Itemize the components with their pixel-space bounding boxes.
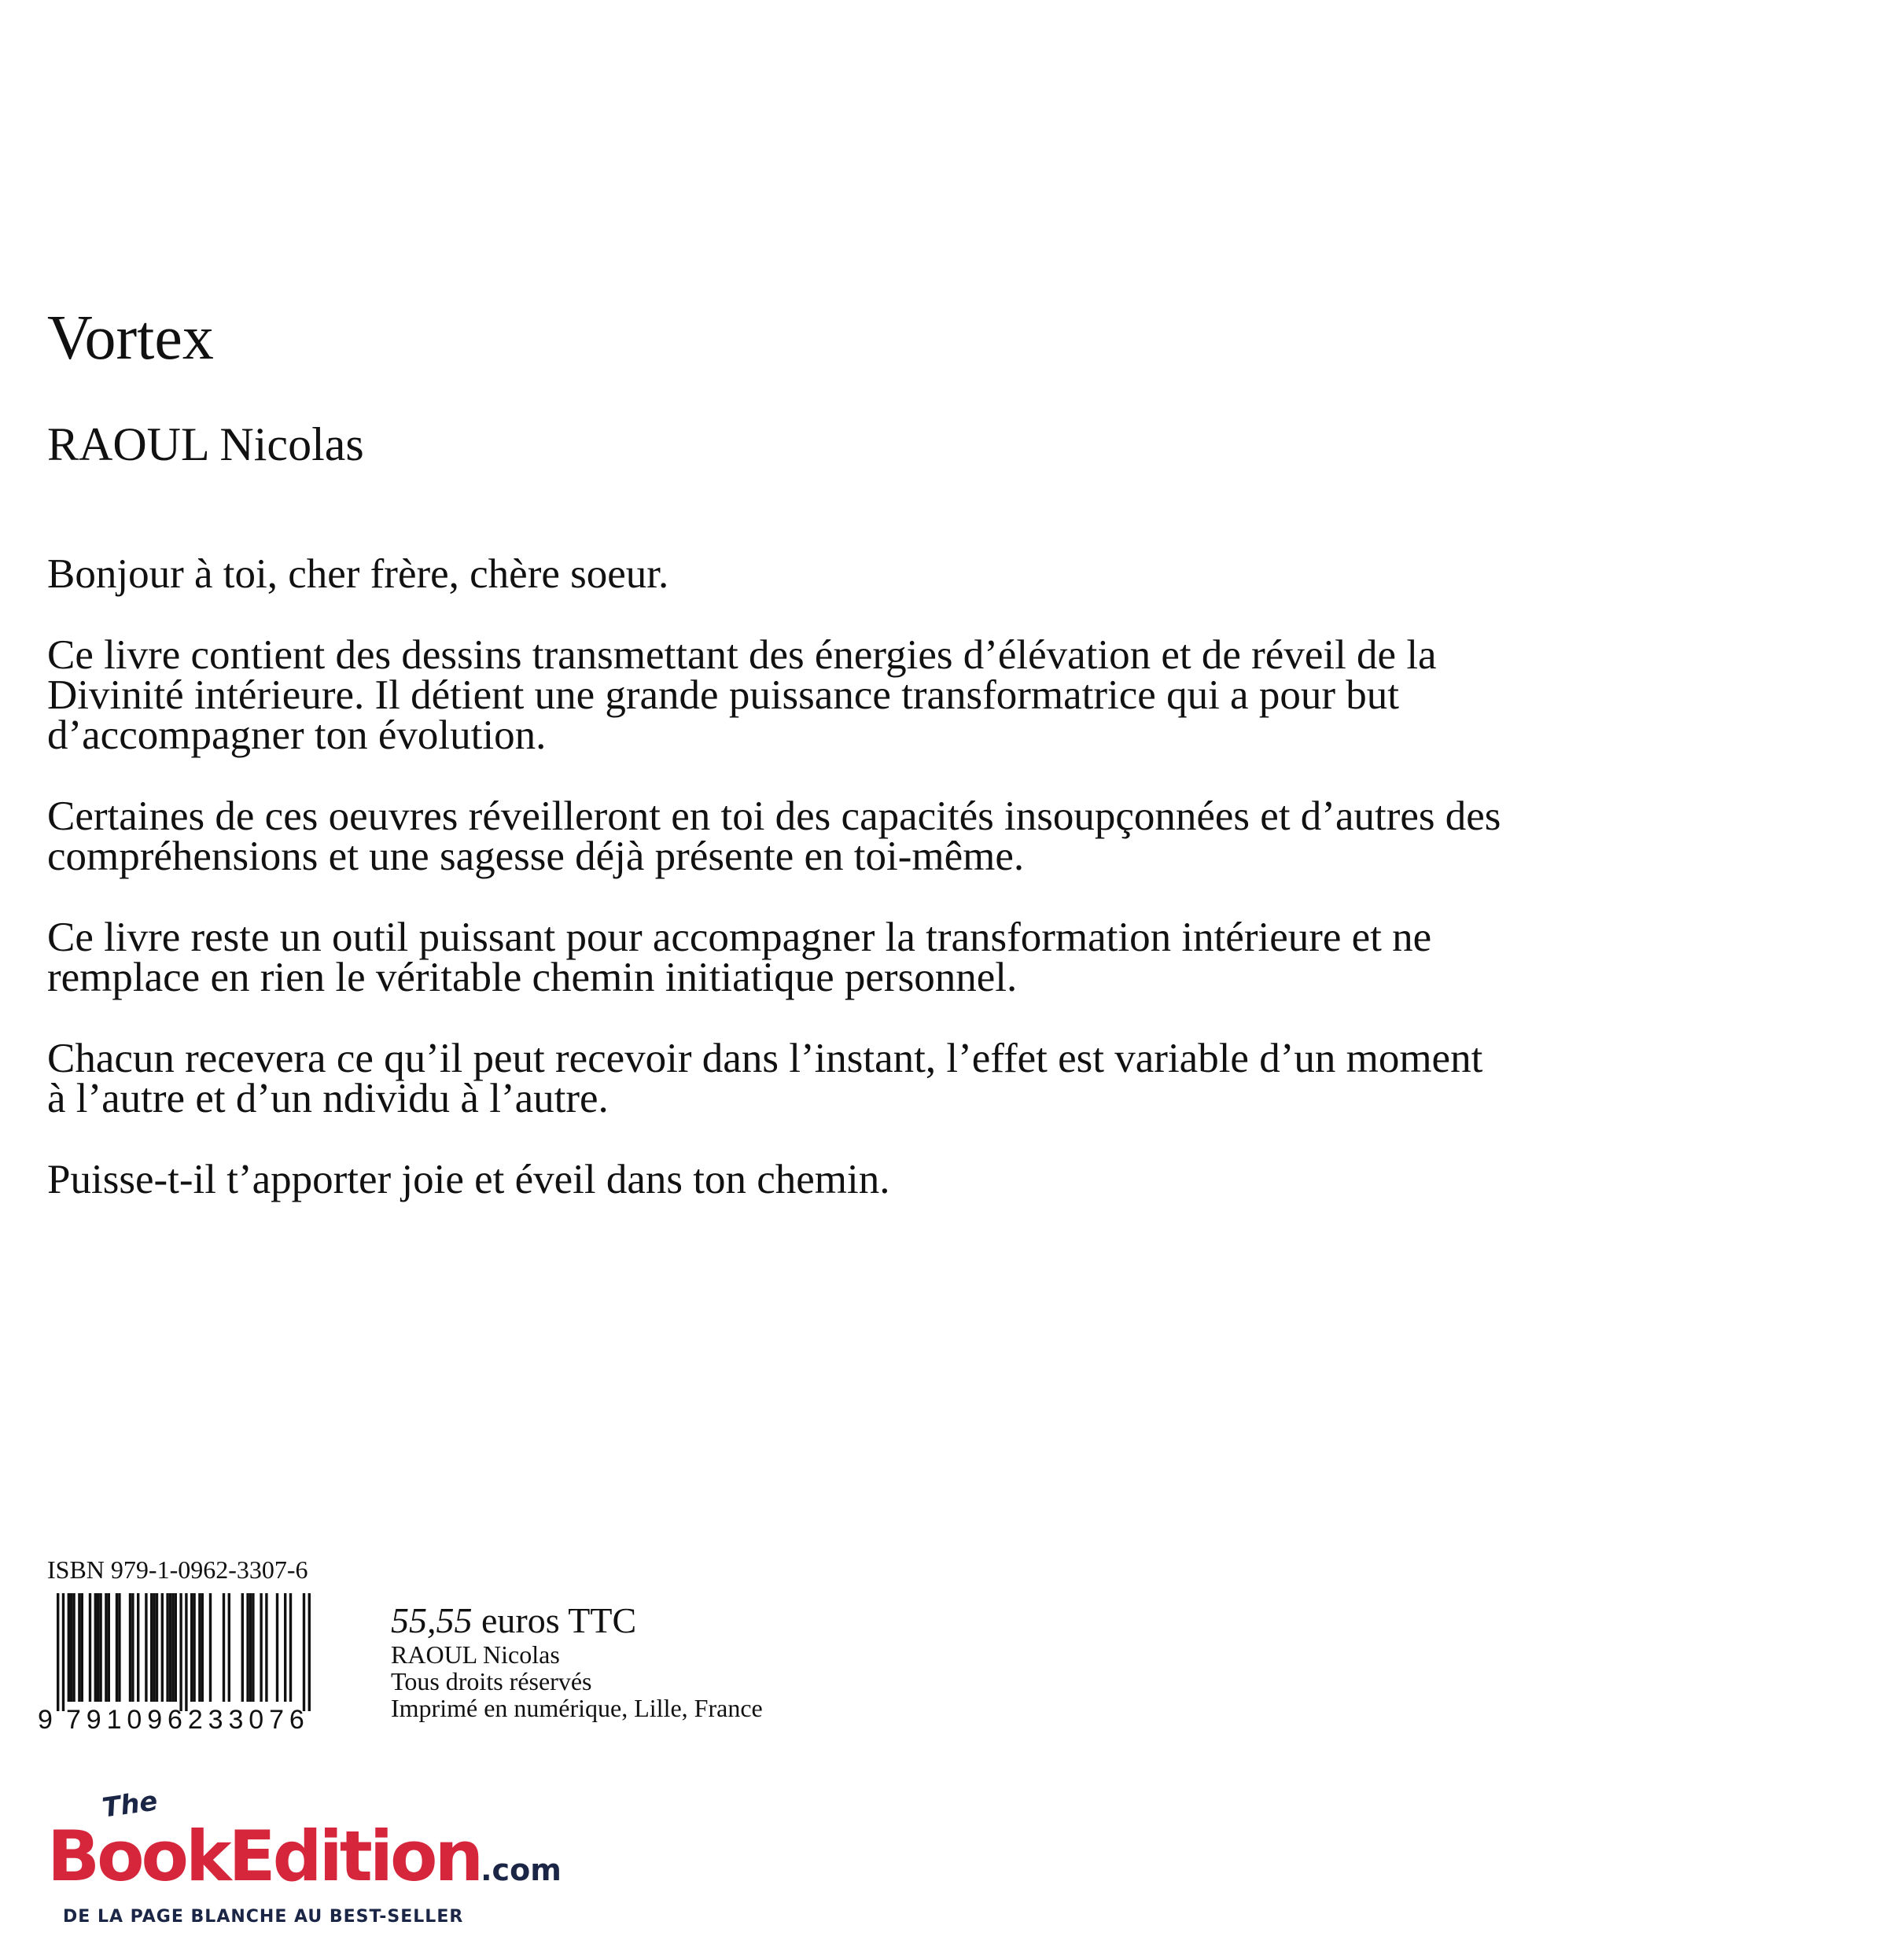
price [391, 1600, 763, 1641]
price-suffix: euros TTC [472, 1600, 637, 1640]
barcode-bar [89, 1593, 91, 1702]
barcode-bar [179, 1593, 182, 1711]
imprint-author: RAOUL Nicolas [391, 1640, 560, 1669]
barcode-bar [249, 1593, 252, 1702]
book-author: RAOUL Nicolas [47, 418, 364, 470]
barcode-bar [153, 1593, 155, 1702]
barcode-bar [81, 1593, 83, 1702]
barcode-bar [118, 1593, 120, 1702]
barcode-bar [171, 1593, 174, 1702]
barcode-bar [289, 1593, 292, 1702]
barcode-bar [62, 1593, 64, 1711]
logo-wordmark [47, 1816, 562, 1897]
barcode-bar [175, 1593, 177, 1702]
paragraph: Chacun recevera ce qu’il peut recevoir dans l’instant, l’effet est variable d’un moment à l’autre et d’un ndividu à l’autre. [47, 1036, 1483, 1121]
book-title: Vortex [47, 304, 214, 373]
logo-tld: .com [481, 1853, 562, 1887]
barcode-bar [241, 1593, 244, 1702]
barcode-bar [57, 1593, 59, 1711]
barcode-bar [265, 1593, 267, 1702]
barcode-bar [303, 1593, 305, 1711]
barcode-bar [116, 1593, 118, 1702]
barcode-bar [97, 1593, 99, 1702]
paragraph: Bonjour à toi, cher frère, chère soeur. [47, 551, 669, 597]
logo-the: The [100, 1785, 160, 1824]
barcode-bar [260, 1593, 262, 1702]
barcode-bar [246, 1593, 249, 1702]
barcode-bar [252, 1593, 254, 1702]
barcode-bar [185, 1593, 187, 1711]
barcode [38, 1593, 344, 1735]
barcode-bar [169, 1593, 171, 1702]
price-block [391, 1600, 763, 1721]
barcode-bar [308, 1593, 311, 1711]
barcode-bar [276, 1593, 278, 1702]
barcode-bar [105, 1593, 107, 1702]
barcode-bar [150, 1593, 153, 1702]
barcode-digits: 791096233076 [66, 1705, 304, 1735]
paragraph: Certaines de ces oeuvres réveilleront en toi des capacités insoupçonnées et d’autres des compréhensions et une sagesse déjà présente en toi-même. [47, 793, 1501, 879]
barcode-bar [161, 1593, 164, 1702]
barcode-bar [223, 1593, 225, 1702]
barcode-bar [201, 1593, 204, 1702]
barcode-bar [72, 1593, 75, 1702]
imprint-rights: Tous droits réservés [391, 1667, 592, 1695]
logo-tagline: DE LA PAGE BLANCHE AU BEST-SELLER [63, 1907, 464, 1927]
isbn-label: ISBN 979-1-0962-3307-6 [47, 1555, 308, 1584]
barcode-bar [131, 1593, 134, 1702]
barcode-bar [284, 1593, 286, 1702]
barcode-bar [166, 1593, 168, 1702]
logo-name: BookEdition [47, 1816, 481, 1897]
barcode-bar [156, 1593, 158, 1702]
barcode-bar [193, 1593, 195, 1702]
barcode-bar [145, 1593, 147, 1702]
barcode-bar [198, 1593, 201, 1702]
barcode-lead-digit: 9 [38, 1705, 53, 1735]
barcode-bar [190, 1593, 193, 1702]
imprint-printed: Imprimé en numérique, Lille, France [391, 1694, 763, 1722]
barcode-bar [209, 1593, 212, 1702]
barcode-bar [70, 1593, 72, 1702]
barcode-bar [68, 1593, 70, 1702]
barcode-bar [228, 1593, 230, 1702]
price-amount: 55,55 [391, 1600, 473, 1640]
barcode-bar [108, 1593, 110, 1702]
barcode-bar [94, 1593, 97, 1702]
paragraph: Ce livre contient des dessins transmettant des énergies d’élévation et de réveil de la Divinité intérieure. Il détient une grande puissance transformatrice qui a pour but d’accompagner ton évolution. [47, 632, 1437, 758]
paragraph: Puisse-t-il t’apporter joie et éveil dans ton chemin. [47, 1157, 890, 1202]
barcode-bar [99, 1593, 101, 1702]
barcode-bar [137, 1593, 139, 1702]
barcode-bar [78, 1593, 80, 1702]
barcode-bar [129, 1593, 131, 1702]
paragraph: Ce livre reste un outil puissant pour accompagner la transformation intérieure et ne remplace en rien le véritable chemin initiatique personnel. [47, 915, 1432, 1000]
back-cover-text [47, 551, 1510, 1241]
